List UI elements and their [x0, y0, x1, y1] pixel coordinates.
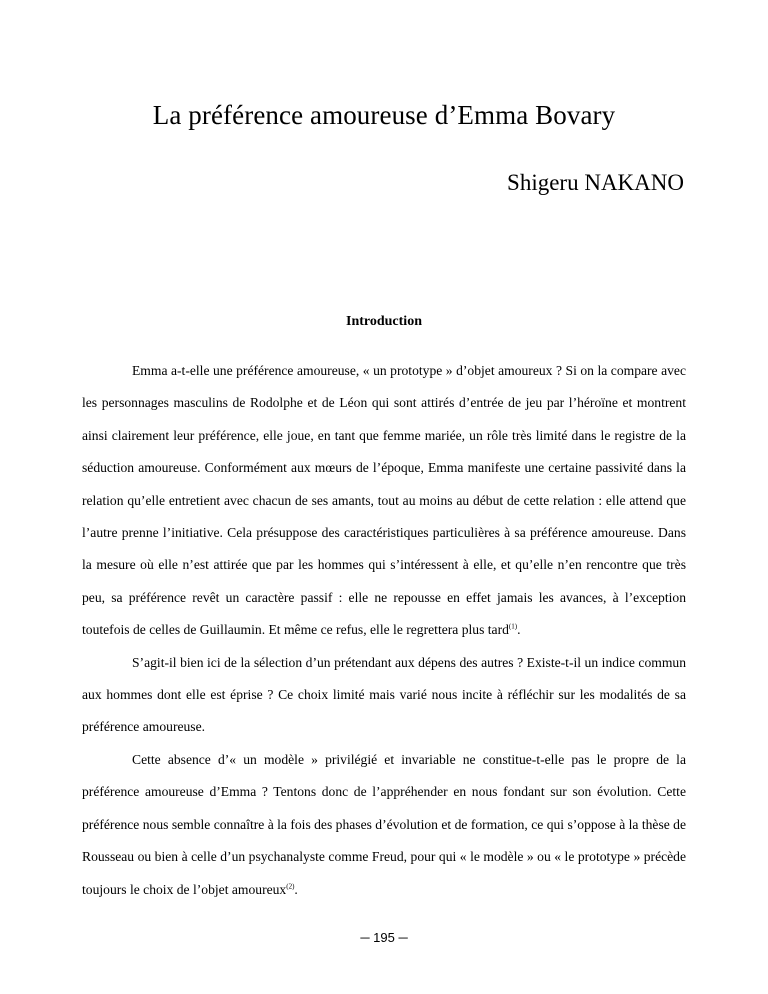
page-number: ─ 195 ─ — [360, 930, 408, 945]
footnote-ref[interactable]: (2) — [286, 881, 295, 890]
section-heading: Introduction — [346, 314, 422, 329]
paragraph-text: Emma a-t-elle une préférence amoureuse, « un prototype » d’objet amoureux ? Si on la compare avec les personnages masculins de Rodolphe et de Léon qui sont attirés d’entrée de jeu par l’héroïne et montrent ainsi clairement leur préférence, elle joue, en tant que femme mariée, un rôle très limité dans le registre de la séduction amoureuse. Conformément aux mœurs de l’époque, Emma manifeste une certaine passivité dans la relation qu’elle entretient avec chacun de ses amants, tout au moins au début de cette relation : elle attend que l’autre prenne l’initiative. Cela présuppose des caractéristiques particulières à sa préférence amoureuse. Dans la mesure où elle n’est attirée que par les hommes qui s’intéressent à elle, et qu’elle n’en rencontre que très peu, sa préférence revêt un caractère passif : elle ne repousse en effet jamais les avances, à l’exception toutefois de celles de Guillaumin. Et même ce refus, elle le regrettera plus tard — [82, 363, 686, 638]
author-name: Shigeru NAKANO — [507, 170, 684, 195]
paragraph — [82, 647, 686, 744]
paragraph-end: . — [517, 622, 521, 638]
paragraph — [82, 744, 686, 906]
article-title: La préférence amoureuse d’Emma Bovary — [152, 100, 616, 130]
paragraph-text: S’agit-il bien ici de la sélection d’un prétendant aux dépens des autres ? Existe-t-il un indice commun aux hommes dont elle est éprise ? Ce choix limité mais varié nous incite à réfléchir sur les modalités de sa préférence amoureuse. — [82, 654, 686, 735]
paragraph-end: . — [294, 881, 298, 897]
paragraph-text: Cette absence d’« un modèle » privilégié et invariable ne constitue-t-elle pas le propre de la préférence amoureuse d’Emma ? Tentons donc de l’appréhender en nous fondant sur son évolution. Cette préférence nous semble connaître à la fois des phases d’évolution et de formation, ce qui s’oppose à la thèse de Rousseau ou bien à celle d’un psychanalyste comme Freud, pour qui « le modèle » ou « le prototype » précède toujours le choix de l’objet amoureux — [82, 751, 686, 897]
paragraph — [82, 355, 686, 647]
body-text — [82, 355, 686, 906]
footnote-ref[interactable]: (1) — [508, 622, 518, 631]
